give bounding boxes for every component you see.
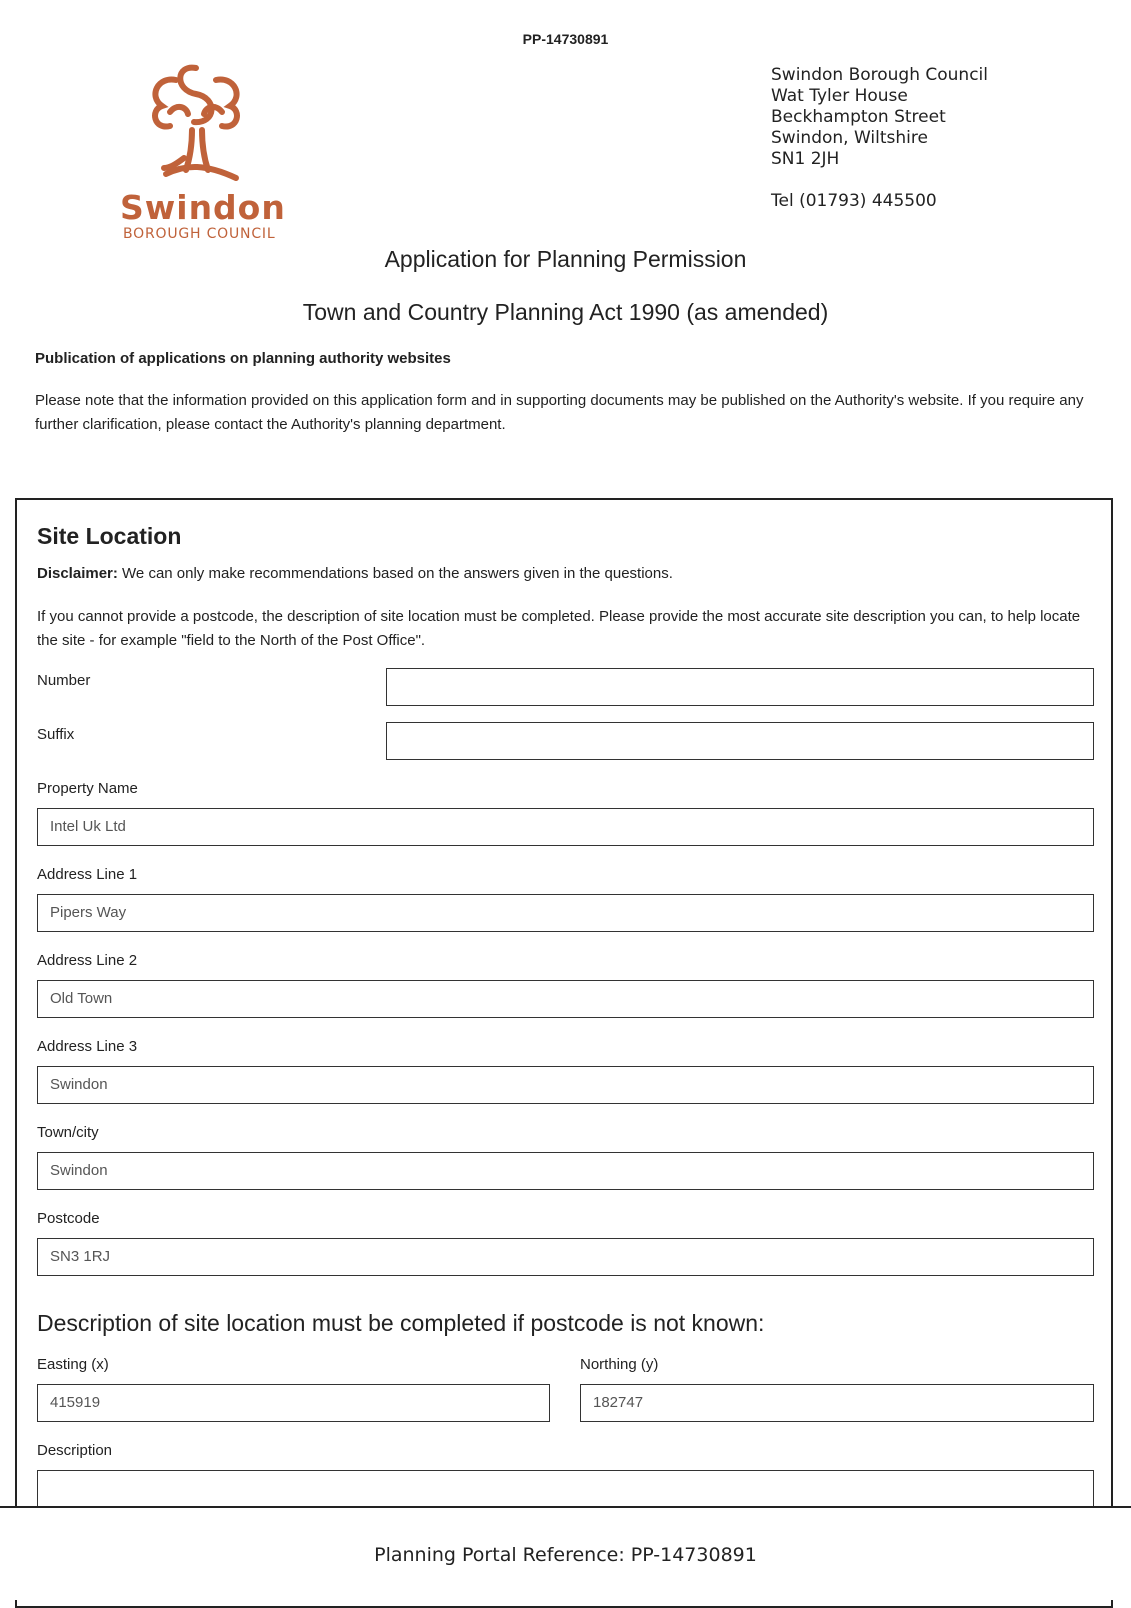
- document-subtitle: Town and Country Planning Act 1990 (as amended): [302, 299, 829, 325]
- address-line: Wat Tyler House: [771, 86, 908, 106]
- council-logo: [120, 60, 286, 245]
- description-heading: Description of site location must be completed if postcode is not known:: [37, 1310, 765, 1336]
- northing-field[interactable]: 182747: [580, 1384, 1094, 1422]
- tree-logo-icon: [136, 60, 256, 185]
- document-title: Application for Planning Permission: [384, 246, 747, 272]
- address-line: Swindon, Wiltshire: [771, 128, 928, 148]
- address-line-3-label: Address Line 3: [37, 1038, 138, 1055]
- easting-label: Easting (x): [37, 1356, 109, 1373]
- property-name-field[interactable]: Intel Uk Ltd: [37, 808, 1094, 846]
- address-line-1-label: Address Line 1: [37, 866, 138, 883]
- address-line: Beckhampton Street: [771, 107, 946, 127]
- section-title: Site Location: [37, 523, 182, 549]
- footer-reference: Planning Portal Reference: PP-14730891: [374, 1544, 757, 1566]
- description-label: Description: [37, 1442, 113, 1459]
- disclaimer-label: Disclaimer:: [37, 565, 118, 582]
- address-line: Swindon Borough Council: [771, 65, 988, 85]
- address-line-2-label: Address Line 2: [37, 952, 138, 969]
- address-line-2-field[interactable]: Old Town: [37, 980, 1094, 1018]
- council-address: [771, 65, 988, 170]
- northing-label: Northing (y): [580, 1356, 659, 1373]
- postcode-note: If you cannot provide a postcode, the description of site location must be completed. Please provide the most accurate site description you can, to help locate the site - for example "field to the North of the Post Office".: [37, 608, 1081, 649]
- town-city-label: Town/city: [37, 1124, 99, 1141]
- disclaimer-text: We can only make recommendations based on the answers given in the questions.: [117, 565, 673, 582]
- postcode-field[interactable]: SN3 1RJ: [37, 1238, 1094, 1276]
- publication-text: Please note that the information provided on this application form and in supporting documents may be published on the Authority's website. If you require any further clarification, please contact the Authority's planning department.: [35, 392, 1084, 433]
- suffix-label: Suffix: [37, 726, 75, 743]
- publication-heading: Publication of applications on planning authority websites: [35, 350, 451, 367]
- postcode-label: Postcode: [37, 1210, 100, 1227]
- logo-brand-name: Swindon: [120, 188, 286, 227]
- reference-number: PP-14730891: [522, 31, 609, 47]
- address-line-1-field[interactable]: Pipers Way: [37, 894, 1094, 932]
- site-location-section: [15, 498, 1113, 1608]
- town-city-field[interactable]: Swindon: [37, 1152, 1094, 1190]
- address-line: SN1 2JH: [771, 149, 840, 169]
- logo-brand-subtitle: BOROUGH COUNCIL: [123, 226, 276, 242]
- disclaimer: [37, 565, 673, 582]
- number-label: Number: [37, 672, 91, 689]
- number-field[interactable]: [386, 668, 1094, 706]
- easting-field[interactable]: 415919: [37, 1384, 550, 1422]
- council-telephone: Tel (01793) 445500: [771, 191, 937, 211]
- property-name-label: Property Name: [37, 780, 138, 797]
- address-line-3-field[interactable]: Swindon: [37, 1066, 1094, 1104]
- suffix-field[interactable]: [386, 722, 1094, 760]
